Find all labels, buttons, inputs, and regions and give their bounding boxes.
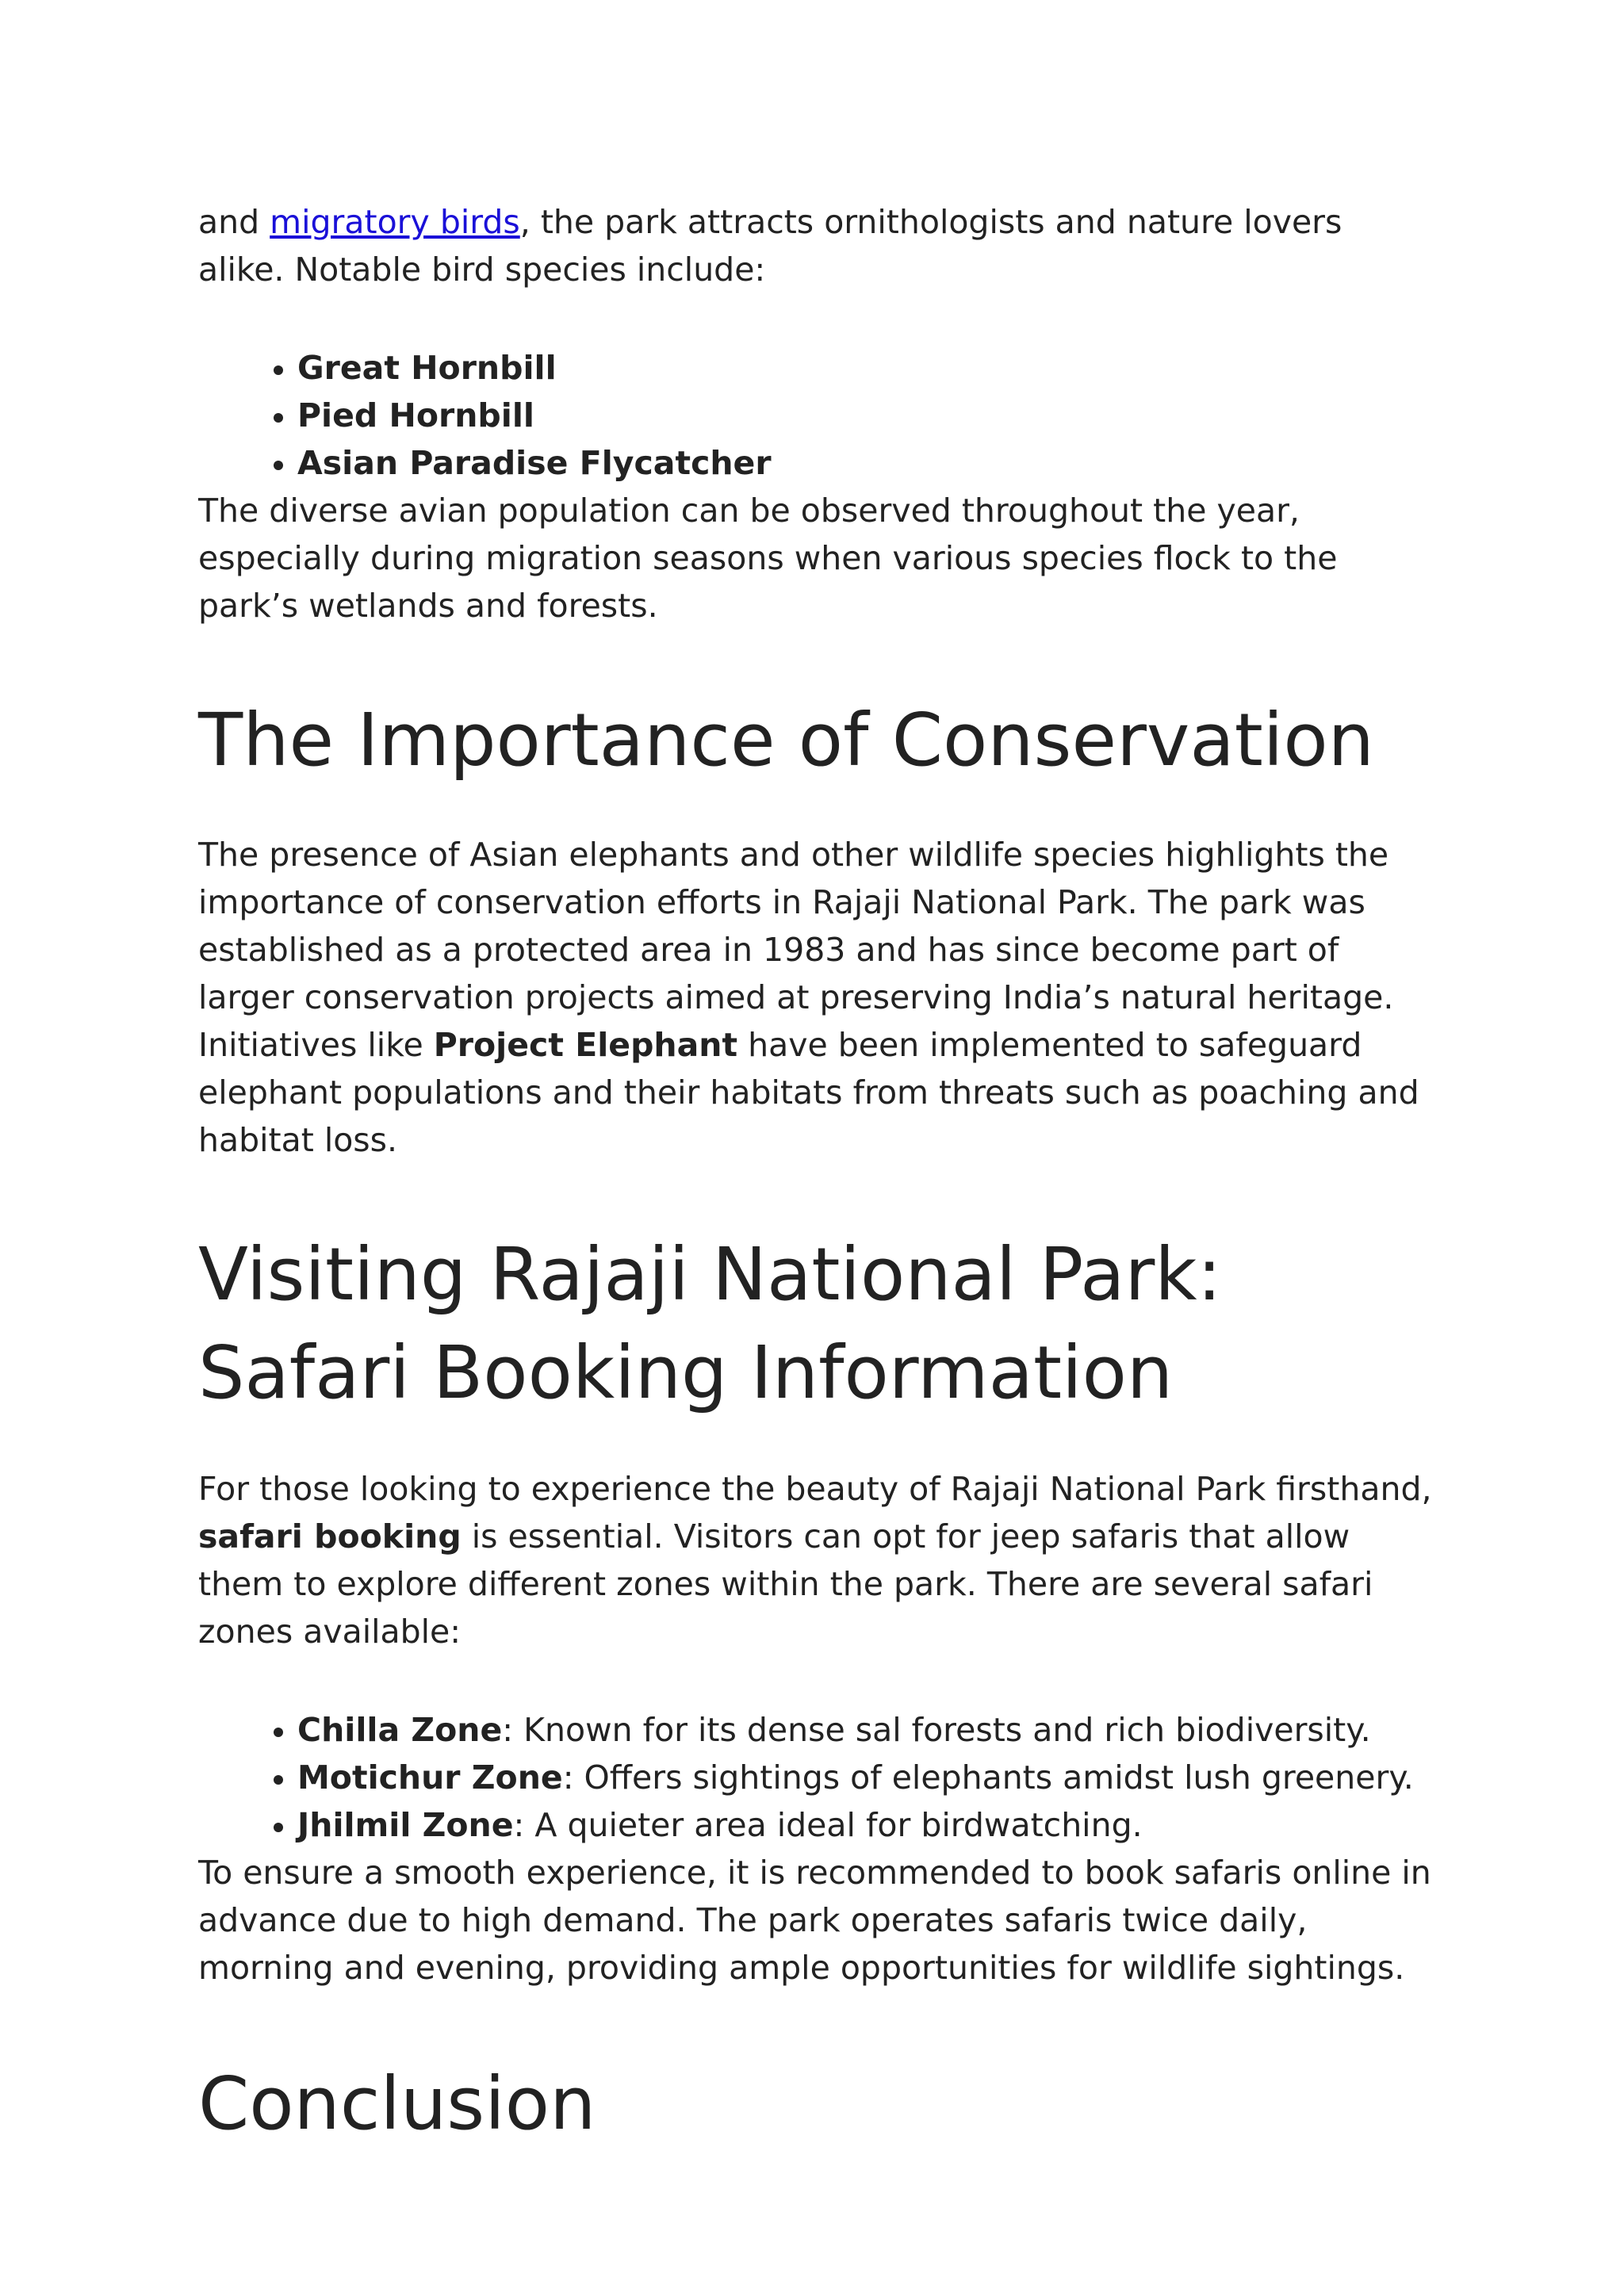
conservation-text-1: The presence of Asian elephants and other wildlife species highlights the importance of conservation efforts in Rajaji National Park. The park was established as a protected area in 1983 and has since become part of larger conservation projects aimed at preserving India’s natural heritage. Initiatives like — [198, 836, 1394, 1064]
conservation-heading: The Importance of Conservation — [198, 698, 1374, 783]
list-item — [297, 344, 1435, 392]
conclusion-heading: Conclusion — [198, 2061, 596, 2146]
list-item — [297, 1801, 1435, 1849]
project-elephant-bold: Project Elephant — [433, 1026, 738, 1064]
bird-species-list — [198, 344, 1435, 487]
zone-name: Chilla Zone — [297, 1711, 503, 1749]
bird-name: Pied Hornbill — [297, 396, 534, 434]
zone-name: Jhilmil Zone — [297, 1806, 514, 1844]
visiting-heading: Visiting Rajaji National Park: Safari Booking Information — [198, 1232, 1222, 1415]
list-item — [297, 1706, 1435, 1754]
list-item — [297, 1754, 1435, 1801]
intro-suffix: , the park attracts ornithologists and nature lovers alike. Notable bird species include: — [198, 203, 1342, 289]
conservation-text-2: have been implemented to safeguard elephant populations and their habitats from threats such as poaching and habitat loss. — [198, 1026, 1419, 1159]
intro-paragraph — [198, 198, 1435, 293]
bird-name: Asian Paradise Flycatcher — [297, 444, 772, 482]
zone-desc: : A quieter area ideal for birdwatching. — [513, 1806, 1143, 1844]
visiting-text-2: is essential. Visitors can opt for jeep safaris that allow them to explore different zones within the park. There are several safari zones available: — [198, 1517, 1373, 1651]
zone-name: Motichur Zone — [297, 1758, 563, 1797]
safari-advice-paragraph: To ensure a smooth experience, it is recommended to book safaris online in advance due to high demand. The park operates safaris twice daily, morning and evening, providing ample opportunities for wildlife sightings. — [198, 1854, 1431, 1987]
document-page — [198, 198, 1435, 2153]
visiting-text-1: For those looking to experience the beauty of Rajaji National Park firsthand, — [198, 1470, 1432, 1508]
safari-booking-bold: safari booking — [198, 1517, 462, 1556]
intro-prefix: and — [198, 203, 270, 241]
bird-name: Great Hornbill — [297, 349, 557, 387]
list-item — [297, 439, 1435, 487]
avian-paragraph: The diverse avian population can be observed throughout the year, especially during migration seasons when various species flock to the park’s wetlands and forests. — [198, 492, 1338, 625]
safari-zones-list — [198, 1706, 1435, 1849]
migratory-birds-link[interactable]: migratory birds — [270, 203, 520, 241]
list-item — [297, 392, 1435, 439]
visiting-paragraph — [198, 1465, 1435, 1655]
zone-desc: : Offers sightings of elephants amidst lush greenery. — [562, 1758, 1414, 1797]
zone-desc: : Known for its dense sal forests and rich biodiversity. — [502, 1711, 1371, 1749]
conservation-paragraph — [198, 831, 1435, 1164]
